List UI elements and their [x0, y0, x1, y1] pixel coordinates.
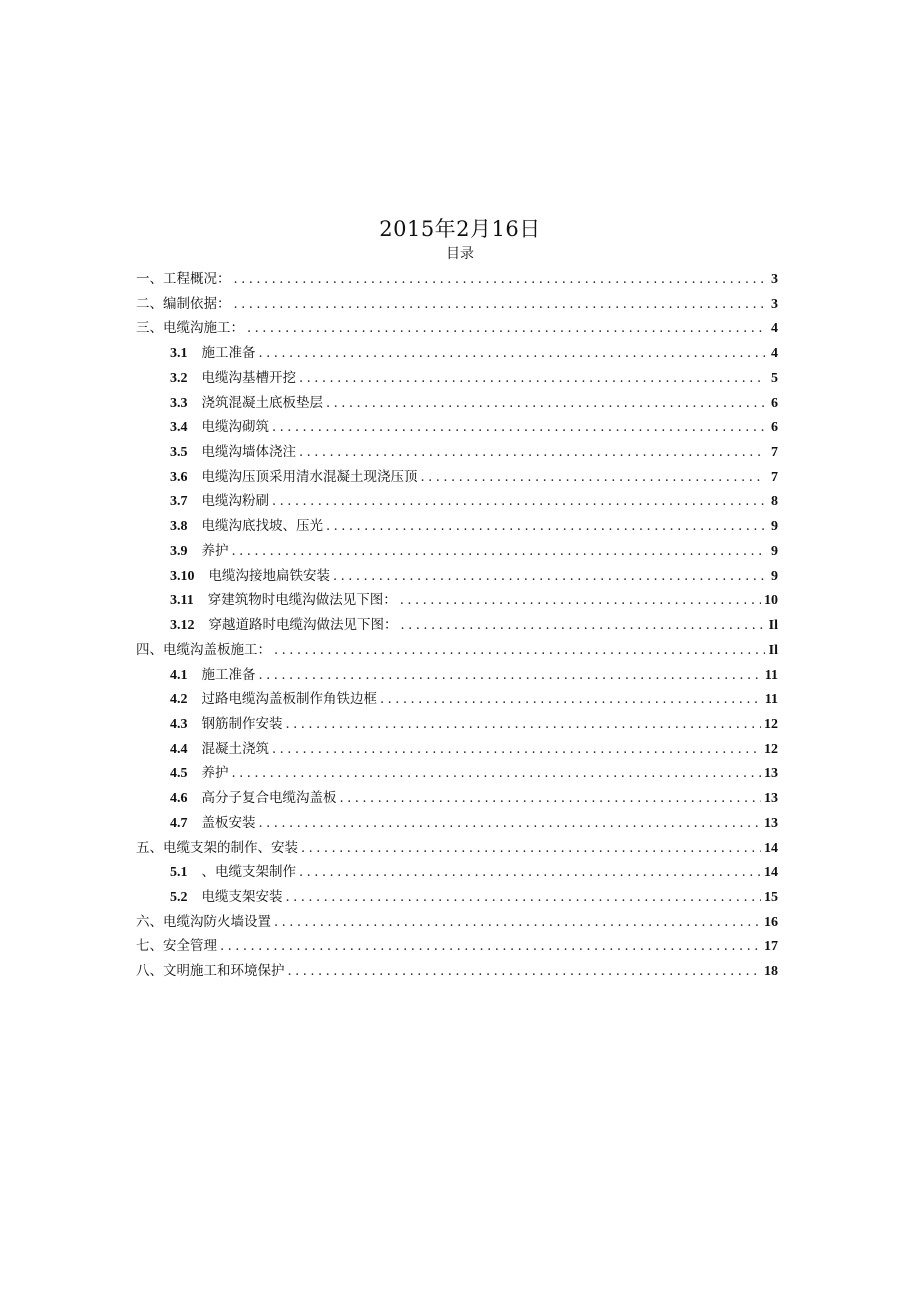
toc-entry-page: 9	[771, 543, 778, 559]
toc-entry-number: 3.7	[170, 494, 188, 510]
toc-entry[interactable]	[136, 514, 778, 539]
toc-dot-leader	[274, 911, 761, 936]
toc-entry-label: 过路电缆沟盖板制作角铁边框	[201, 691, 377, 708]
toc-entry-label: 六、电缆沟防火墙设置	[136, 913, 271, 930]
toc-entry-label: 钢筋制作安装	[201, 715, 283, 732]
toc-entry-page: Il	[768, 642, 778, 658]
toc-entry-page: 13	[764, 815, 778, 831]
toc-dot-leader	[272, 416, 765, 441]
toc-entry-number: 4.4	[170, 741, 188, 757]
toc-entry-page: 14	[764, 840, 778, 856]
toc-entry-page: 11	[764, 692, 778, 708]
toc-entry-label: 三、电缆沟施工：	[136, 320, 244, 337]
toc-entry-page: 14	[764, 865, 778, 881]
toc-dot-leader	[288, 960, 762, 985]
toc-entry-number: 3.4	[170, 420, 188, 436]
toc-entry-number: 4.6	[170, 791, 188, 807]
toc-entry-number: 3.8	[170, 519, 188, 535]
toc-entry-page: 6	[771, 420, 778, 436]
toc-entry-number: 3.10	[170, 568, 195, 584]
toc-dot-leader	[259, 812, 762, 837]
toc-entry-label: 七、安全管理	[136, 938, 217, 955]
toc-entry[interactable]	[136, 712, 778, 737]
toc-entry-label: 高分子复合电缆沟盖板	[201, 790, 337, 807]
toc-entry[interactable]	[136, 959, 778, 984]
toc-dot-leader	[286, 886, 762, 911]
toc-entry-page: 10	[764, 593, 778, 609]
toc-entry-number: 3.3	[170, 395, 188, 411]
toc-entry-label: 电缆沟粉刷	[201, 493, 269, 510]
toc-entry-page: 4	[771, 346, 778, 362]
toc-entry[interactable]	[136, 465, 778, 490]
toc-dot-leader	[232, 540, 766, 565]
toc-dot-leader	[340, 787, 762, 812]
toc-entry-page: 3	[771, 272, 778, 287]
toc-dot-leader	[232, 762, 762, 787]
toc-entry-label: 浇筑混凝土底板垫层	[201, 394, 323, 411]
toc-entry-number: 3.12	[170, 618, 195, 634]
toc-dot-leader	[299, 367, 765, 392]
toc-entry-number: 3.5	[170, 445, 188, 461]
toc-entry-page: 9	[771, 519, 778, 535]
toc-entry-page: 9	[771, 568, 778, 584]
toc-entry-label: 、电缆支架制作	[201, 864, 296, 881]
toc-entry-label: 养护	[201, 765, 229, 782]
table-of-contents	[136, 267, 778, 984]
toc-entry-label: 电缆沟底找坡、压光	[201, 518, 323, 535]
toc-dot-leader	[234, 268, 766, 293]
toc-entry[interactable]	[136, 613, 778, 638]
toc-entry[interactable]	[136, 588, 778, 613]
toc-dot-leader	[272, 738, 761, 763]
toc-entry-number: 3.9	[170, 543, 188, 559]
toc-entry[interactable]	[136, 761, 778, 786]
toc-entry[interactable]	[136, 391, 778, 416]
toc-entry[interactable]	[136, 267, 778, 292]
toc-entry-page: 7	[771, 469, 778, 485]
toc-entry-page: 12	[764, 716, 778, 732]
toc-entry-page: 11	[764, 667, 778, 683]
toc-entry-page: 17	[764, 939, 778, 955]
toc-entry-number: 4.5	[170, 766, 188, 782]
toc-entry-number: 3.1	[170, 346, 188, 362]
toc-entry[interactable]	[136, 415, 778, 440]
toc-dot-leader	[272, 490, 765, 515]
toc-entry-label: 电缆沟墙体浇注	[201, 444, 296, 461]
toc-entry-page: 8	[771, 494, 778, 510]
toc-entry-page: 4	[771, 321, 778, 337]
toc-dot-leader	[234, 293, 766, 318]
toc-entry-label: 盖板安装	[201, 814, 256, 831]
toc-dot-leader	[401, 614, 766, 639]
toc-entry-page: 12	[764, 741, 778, 757]
toc-entry-page: 13	[764, 766, 778, 782]
toc-dot-leader	[326, 392, 765, 417]
toc-entry[interactable]	[136, 292, 778, 317]
toc-entry-page: 7	[771, 445, 778, 461]
toc-dot-leader	[220, 935, 761, 960]
toc-dot-leader	[286, 713, 762, 738]
toc-entry[interactable]	[136, 440, 778, 465]
toc-entry[interactable]	[136, 341, 778, 366]
toc-entry-label: 电缆沟压顶采用清水混凝土现浇压顶	[201, 468, 418, 485]
toc-dot-leader	[380, 688, 762, 713]
toc-dot-leader	[301, 837, 761, 862]
toc-dot-leader	[421, 466, 766, 491]
toc-entry-label: 四、电缆沟盖板施工：	[136, 641, 271, 658]
toc-entry-page: Il	[768, 618, 778, 634]
toc-entry-page: 3	[771, 296, 778, 312]
toc-dot-leader	[247, 317, 765, 342]
toc-dot-leader	[259, 342, 766, 367]
toc-entry-label: 一、工程概况：	[136, 271, 231, 287]
toc-dot-leader	[326, 515, 765, 540]
toc-entry[interactable]	[136, 564, 778, 589]
toc-entry-page: 13	[764, 791, 778, 807]
toc-entry[interactable]	[136, 366, 778, 391]
toc-entry[interactable]	[136, 489, 778, 514]
toc-entry[interactable]	[136, 687, 778, 712]
toc-entry-number: 3.6	[170, 469, 188, 485]
toc-entry-page: 16	[764, 914, 778, 930]
toc-dot-leader	[299, 441, 765, 466]
toc-entry[interactable]	[136, 836, 778, 861]
toc-entry-number: 4.1	[170, 667, 188, 683]
toc-entry-number: 4.7	[170, 815, 188, 831]
toc-entry-number: 4.2	[170, 692, 188, 708]
toc-dot-leader	[333, 565, 765, 590]
toc-entry[interactable]	[136, 811, 778, 836]
toc-entry-label: 二、编制依据：	[136, 295, 231, 312]
toc-entry[interactable]	[136, 316, 778, 341]
toc-entry-page: 6	[771, 395, 778, 411]
toc-entry-number: 3.11	[170, 593, 194, 609]
toc-dot-leader	[259, 664, 762, 689]
toc-dot-leader	[299, 861, 761, 886]
toc-entry[interactable]	[136, 910, 778, 935]
toc-dot-leader	[400, 589, 761, 614]
toc-entry[interactable]	[136, 737, 778, 762]
toc-entry[interactable]	[136, 663, 778, 688]
toc-entry-number: 5.1	[170, 865, 188, 881]
toc-entry[interactable]	[136, 860, 778, 885]
toc-entry-page: 5	[771, 370, 778, 386]
toc-entry-label: 电缆沟基槽开挖	[201, 369, 296, 386]
toc-entry-number: 5.2	[170, 889, 188, 905]
toc-entry-label: 穿建筑物时电缆沟做法见下图：	[207, 592, 397, 609]
toc-entry-label: 电缆沟砌筑	[201, 419, 269, 436]
toc-entry-label: 五、电缆支架的制作、安装	[136, 839, 298, 856]
toc-dot-leader	[274, 639, 765, 664]
toc-entry-label: 电缆支架安装	[201, 888, 283, 905]
toc-entry-page: 15	[764, 889, 778, 905]
toc-entry-label: 电缆沟接地扁铁安装	[208, 567, 330, 584]
toc-entry[interactable]	[136, 539, 778, 564]
toc-entry-number: 3.2	[170, 370, 188, 386]
toc-entry-label: 穿越道路时电缆沟做法见下图：	[208, 617, 398, 634]
toc-entry-page: 18	[764, 964, 778, 980]
toc-entry-label: 混凝土浇筑	[201, 740, 269, 757]
toc-entry-label: 施工准备	[201, 345, 256, 362]
toc-title: 目录	[446, 246, 474, 262]
toc-entry[interactable]	[136, 786, 778, 811]
toc-entry[interactable]	[136, 934, 778, 959]
toc-entry-label: 八、文明施工和环境保护	[136, 963, 285, 980]
document-date: 2015年2月16日	[379, 217, 541, 241]
toc-entry-number: 4.3	[170, 716, 188, 732]
toc-entry[interactable]	[136, 638, 778, 663]
toc-entry-label: 施工准备	[201, 666, 256, 683]
toc-entry[interactable]	[136, 885, 778, 910]
toc-entry-label: 养护	[201, 542, 229, 559]
